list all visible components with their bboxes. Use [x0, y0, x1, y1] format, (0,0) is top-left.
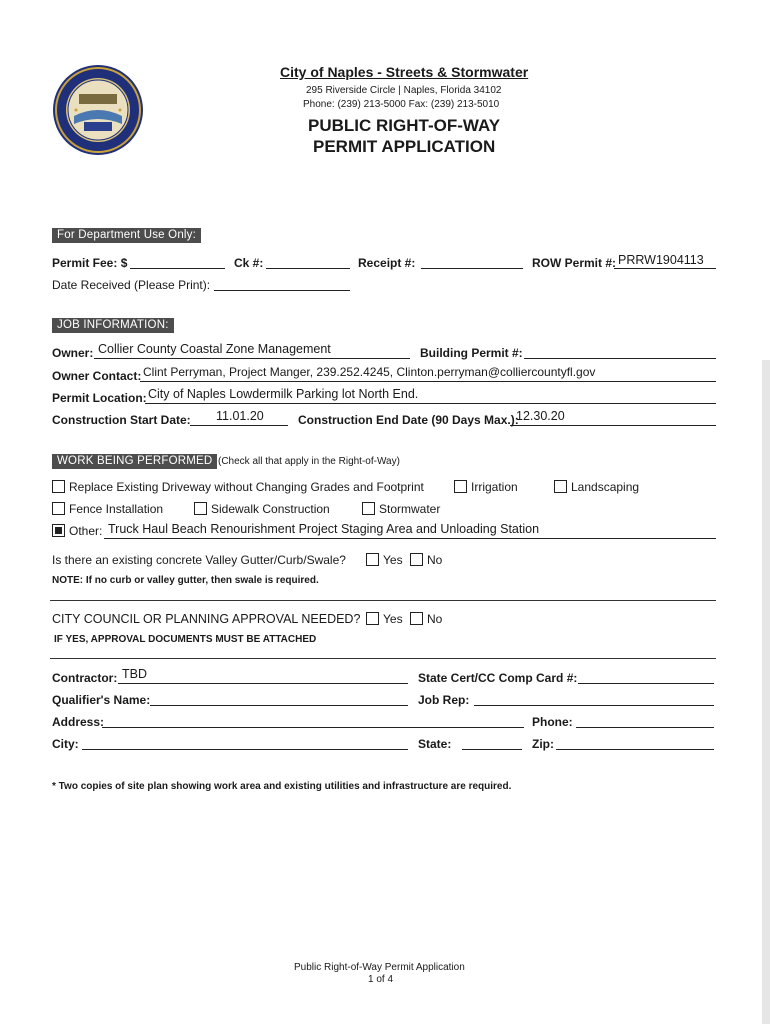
end-date-field[interactable] — [510, 425, 716, 426]
owner-label: Owner: — [52, 346, 94, 360]
owner-contact-value[interactable]: Clint Perryman, Project Manger, 239.252.4245, Clinton.perryman@colliercountyfl.gov — [143, 365, 596, 379]
other-label: Other: — [69, 524, 103, 538]
city-label: City: — [52, 737, 79, 751]
fence-checkbox[interactable] — [52, 502, 65, 515]
sidewalk-label: Sidewalk Construction — [211, 502, 330, 516]
footer-doc-name: Public Right-of-Way Permit Application — [294, 962, 465, 973]
work-note: (Check all that apply in the Right-of-Way) — [218, 456, 400, 467]
option-irrigation[interactable] — [454, 480, 518, 494]
address-label: Address: — [52, 715, 105, 729]
valley-yes[interactable] — [366, 553, 403, 567]
work-section-header: WORK BEING PERFORMED — [52, 454, 217, 469]
other-field[interactable] — [104, 538, 716, 539]
permit-location-value[interactable]: City of Naples Lowdermilk Parking lot North End. — [148, 387, 419, 401]
irrigation-label: Irrigation — [471, 480, 518, 494]
valley-yes-checkbox[interactable] — [366, 553, 379, 566]
row-permit-field[interactable] — [614, 268, 716, 269]
valley-yes-label: Yes — [383, 553, 403, 567]
option-replace-driveway[interactable] — [52, 480, 424, 494]
start-date-field[interactable] — [190, 425, 288, 426]
city-field[interactable] — [82, 749, 408, 750]
dept-use-section-header: For Department Use Only: — [52, 228, 201, 243]
form-title-line2: PERMIT APPLICATION — [313, 137, 496, 156]
receipt-label: Receipt #: — [358, 256, 416, 270]
valley-no[interactable] — [410, 553, 442, 567]
end-date-label: Construction End Date (90 Days Max.): — [298, 413, 519, 427]
option-other[interactable] — [52, 524, 102, 538]
org-name: City of Naples - Streets & Stormwater — [280, 64, 529, 80]
approval-yes-checkbox[interactable] — [366, 612, 379, 625]
contractor-label: Contractor: — [52, 671, 118, 685]
city-seal-icon — [52, 64, 144, 156]
approval-no-checkbox[interactable] — [410, 612, 423, 625]
approval-note: IF YES, APPROVAL DOCUMENTS MUST BE ATTACHED — [54, 634, 317, 645]
owner-field[interactable] — [94, 358, 410, 359]
site-plan-footnote: * Two copies of site plan showing work area and existing utilities and infrastructure are required. — [52, 781, 512, 792]
owner-contact-label: Owner Contact: — [52, 369, 142, 383]
building-permit-field[interactable] — [524, 358, 716, 359]
job-rep-label: Job Rep: — [418, 693, 470, 707]
zip-field[interactable] — [556, 749, 714, 750]
org-phone: Phone: (239) 213-5000 Fax: (239) 213-5010 — [303, 99, 500, 110]
option-fence[interactable] — [52, 502, 163, 516]
qualifier-label: Qualifier's Name: — [52, 693, 151, 707]
ck-label: Ck #: — [234, 256, 264, 270]
approval-no-label: No — [427, 612, 443, 626]
start-date-label: Construction Start Date: — [52, 413, 191, 427]
state-cert-label: State Cert/CC Comp Card #: — [418, 671, 578, 685]
divider-2 — [50, 658, 716, 659]
valley-note: NOTE: If no curb or valley gutter, then swale is required. — [52, 575, 319, 586]
date-received-label: Date Received (Please Print): — [52, 278, 211, 292]
landscaping-label: Landscaping — [571, 480, 640, 494]
zip-label: Zip: — [532, 737, 554, 751]
sidewalk-checkbox[interactable] — [194, 502, 207, 515]
phone-field[interactable] — [576, 727, 714, 728]
end-date-value[interactable]: 12.30.20 — [516, 409, 565, 423]
replace-driveway-checkbox[interactable] — [52, 480, 65, 493]
owner-contact-field[interactable] — [140, 381, 716, 382]
job-info-section-header: JOB INFORMATION: — [52, 318, 174, 333]
building-permit-label: Building Permit #: — [420, 346, 523, 360]
permit-location-label: Permit Location: — [52, 391, 147, 405]
approval-question: CITY COUNCIL OR PLANNING APPROVAL NEEDED? — [52, 612, 361, 626]
other-value[interactable]: Truck Haul Beach Renourishment Project Staging Area and Unloading Station — [108, 522, 540, 536]
stormwater-checkbox[interactable] — [362, 502, 375, 515]
valley-question: Is there an existing concrete Valley Gutter/Curb/Swale? — [52, 553, 346, 567]
approval-yes-label: Yes — [383, 612, 403, 626]
irrigation-checkbox[interactable] — [454, 480, 467, 493]
state-field[interactable] — [462, 749, 522, 750]
replace-driveway-label: Replace Existing Driveway without Changing Grades and Footprint — [69, 480, 424, 494]
row-permit-value[interactable]: PRRW1904113 — [618, 253, 704, 267]
state-label: State: — [418, 737, 452, 751]
owner-value[interactable]: Collier County Coastal Zone Management — [98, 342, 331, 356]
org-address: 295 Riverside Circle | Naples, Florida 34102 — [306, 85, 502, 96]
fence-label: Fence Installation — [69, 502, 164, 516]
scan-edge — [762, 360, 770, 1024]
permit-fee-label: Permit Fee: $ — [52, 256, 128, 270]
divider-1 — [50, 600, 716, 601]
option-sidewalk[interactable] — [194, 502, 330, 516]
date-received-field[interactable] — [214, 290, 350, 291]
receipt-field[interactable] — [421, 268, 523, 269]
footer-page: 1 of 4 — [368, 974, 394, 985]
option-landscaping[interactable] — [554, 480, 639, 494]
address-field[interactable] — [102, 727, 524, 728]
phone-label: Phone: — [532, 715, 573, 729]
approval-no[interactable] — [410, 612, 442, 626]
option-stormwater[interactable] — [362, 502, 440, 516]
valley-no-label: No — [427, 553, 443, 567]
contractor-field[interactable] — [118, 683, 408, 684]
other-checkbox[interactable] — [52, 524, 65, 537]
job-rep-field[interactable] — [474, 705, 714, 706]
stormwater-label: Stormwater — [379, 502, 441, 516]
approval-yes[interactable] — [366, 612, 403, 626]
row-permit-label: ROW Permit #: — [532, 256, 617, 270]
permit-fee-field[interactable] — [130, 268, 225, 269]
form-title-line1: PUBLIC RIGHT-OF-WAY — [308, 116, 501, 135]
start-date-value[interactable]: 11.01.20 — [216, 409, 264, 423]
state-cert-field[interactable] — [578, 683, 714, 684]
permit-location-field[interactable] — [145, 403, 716, 404]
valley-no-checkbox[interactable] — [410, 553, 423, 566]
qualifier-field[interactable] — [150, 705, 408, 706]
contractor-value[interactable]: TBD — [122, 667, 147, 681]
ck-field[interactable] — [266, 268, 350, 269]
landscaping-checkbox[interactable] — [554, 480, 567, 493]
